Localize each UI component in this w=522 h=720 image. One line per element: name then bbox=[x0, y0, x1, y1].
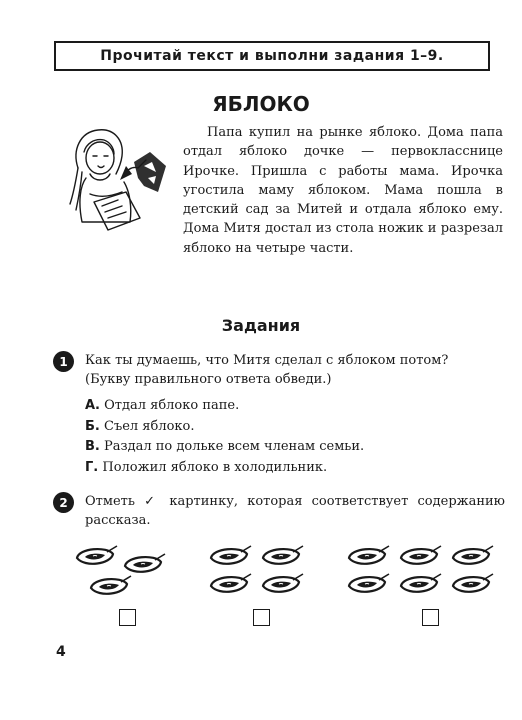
option-b[interactable] bbox=[85, 417, 505, 438]
instruction-text: Прочитай текст и выполни задания 1–9. bbox=[100, 48, 444, 64]
question-1-options bbox=[85, 396, 505, 478]
option-v[interactable] bbox=[85, 437, 505, 458]
apple-slice-icon bbox=[349, 574, 389, 592]
question-2-number: 2 bbox=[53, 492, 74, 513]
apple-slices-picture-2 bbox=[205, 538, 325, 600]
story-title: ЯБЛОКО bbox=[212, 92, 310, 116]
apple-slice-icon bbox=[211, 574, 251, 592]
option-text: Отдал яблоко папе. bbox=[104, 398, 240, 413]
story-paragraph: Папа купил на рынке яблоко. Дома папа отдал яблоко дочке — первокласснице Ирочке. Пришла с работы мама. Ирочка угостила маму яблоком. Мама пошла в детский сад за Митей и отдала яблоко ему. Дома Митя достал из стола ножик и разрезал яблоко на четыре части. bbox=[183, 125, 503, 256]
apple-slices-picture-1 bbox=[73, 538, 183, 600]
question-2-text-after: картинку, которая соответствует содержанию рассказа. bbox=[85, 494, 505, 528]
question-1-text: Как ты думаешь, что Митя сделал с яблоком потом? bbox=[85, 353, 449, 368]
apple-slice-icon bbox=[211, 546, 251, 564]
apple-slice-icon bbox=[401, 574, 441, 592]
apple-slice-icon bbox=[77, 546, 117, 564]
tasks-heading: Задания bbox=[221, 316, 301, 335]
girl-illustration bbox=[60, 122, 175, 237]
story-text-block bbox=[183, 123, 503, 258]
apple-slice-icon bbox=[401, 546, 441, 564]
apple-slice-icon bbox=[453, 546, 493, 564]
question-2-text bbox=[85, 492, 505, 530]
option-letter: Б. bbox=[85, 418, 100, 434]
instruction-box bbox=[54, 41, 490, 71]
apple-slice-icon bbox=[263, 574, 303, 592]
answer-checkbox-1[interactable] bbox=[119, 609, 136, 626]
apple-slices-picture-3 bbox=[345, 538, 505, 600]
answer-checkbox-2[interactable] bbox=[253, 609, 270, 626]
apple-slice-icon bbox=[349, 546, 389, 564]
option-letter: А. bbox=[85, 398, 100, 413]
option-text: Съел яблоко. bbox=[104, 418, 195, 434]
option-letter: В. bbox=[85, 439, 100, 454]
option-a[interactable] bbox=[85, 396, 505, 417]
answer-checkbox-3[interactable] bbox=[422, 609, 439, 626]
apple-slice-icon bbox=[91, 576, 131, 594]
page-number: 4 bbox=[56, 644, 66, 660]
option-letter: Г. bbox=[85, 459, 99, 475]
question-2-text-before: Отметь bbox=[85, 494, 135, 509]
question-1-number: 1 bbox=[53, 351, 74, 372]
option-text: Положил яблоко в холодильник. bbox=[102, 459, 328, 475]
apple-slice-icon bbox=[125, 554, 165, 572]
question-1-hint: (Букву правильного ответа обведи.) bbox=[85, 372, 332, 387]
option-g[interactable] bbox=[85, 458, 505, 479]
option-text: Раздал по дольке всем членам семьи. bbox=[104, 439, 365, 454]
apple-slice-icon bbox=[263, 546, 303, 564]
apple-slice-icon bbox=[453, 574, 493, 592]
check-mark-icon: ✓ bbox=[144, 494, 161, 509]
